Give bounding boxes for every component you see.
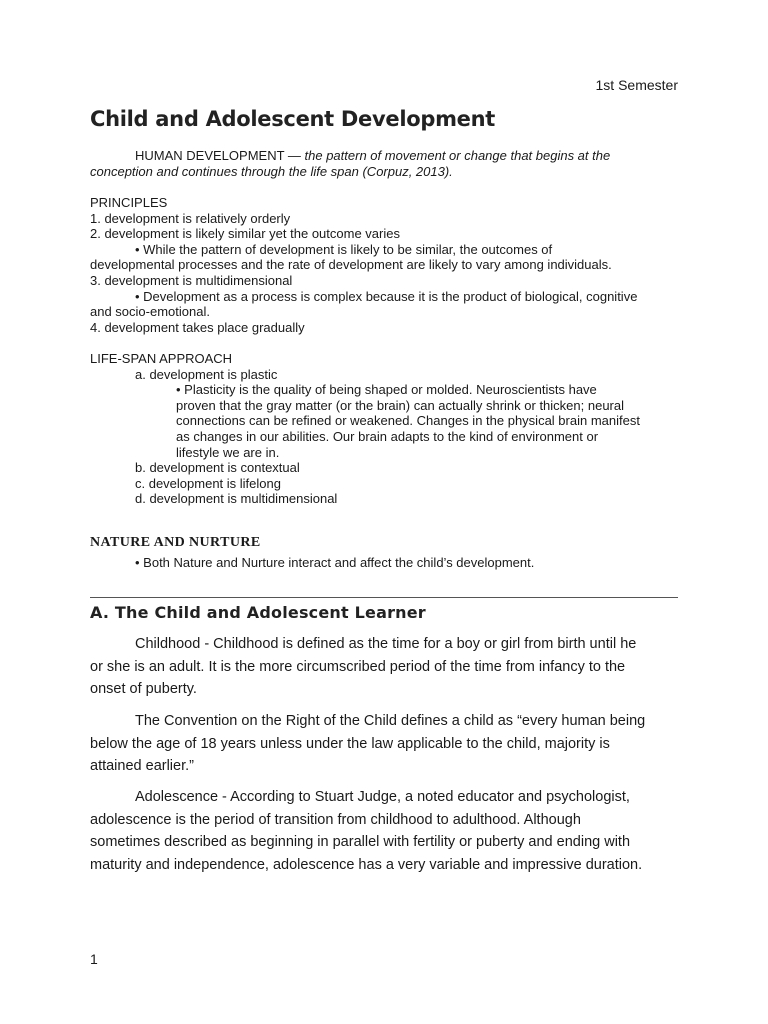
plasticity-note: • Plasticity is the quality of being shaped or molded. Neuroscientists have: [176, 382, 597, 398]
section-a-heading: A. The Child and Adolescent Learner: [90, 603, 426, 622]
principles-heading: PRINCIPLES: [90, 195, 168, 210]
plasticity-note: lifestyle we are in.: [176, 444, 280, 460]
principle-item: 4. development takes place gradually: [90, 319, 305, 335]
nature-nurture-heading: NATURE AND NURTURE: [90, 535, 261, 550]
definition-text-line2: conception and continues through the life span (Corpuz, 2013).: [90, 163, 453, 179]
adolescence-paragraph: [90, 786, 682, 876]
human-development-definition: [90, 148, 680, 179]
paragraph-line: The Convention on the Right of the Child defines a child as “every human being: [135, 713, 646, 729]
principle-item: 3. development is multidimensional: [90, 272, 293, 288]
lifespan-item-c: c. development is lifelong: [135, 475, 281, 491]
lifespan-item-d: d. development is multidimensional: [135, 491, 338, 507]
principle-note: • While the pattern of development is likely to be similar, the outcomes of: [135, 241, 553, 257]
principle-note-cont: developmental processes and the rate of development are likely to vary among individuals.: [90, 257, 612, 273]
paragraph-line: Childhood - Childhood is defined as the time for a boy or girl from birth until he: [135, 636, 637, 652]
paragraph-line: onset of puberty.: [90, 681, 197, 697]
paragraph-line: maturity and independence, adolescence has a very variable and impressive duration.: [90, 856, 643, 873]
lifespan-item-a: a. development is plastic: [135, 366, 278, 382]
definition-text-line1: the pattern of movement or change that begins at the: [304, 148, 611, 163]
lifespan-item-b: b. development is contextual: [135, 460, 300, 476]
nature-nurture-text: • Both Nature and Nurture interact and affect the child’s development.: [135, 555, 535, 570]
definition-term: HUMAN DEVELOPMENT —: [135, 148, 305, 163]
lifespan-heading: LIFE-SPAN APPROACH: [90, 351, 233, 366]
paragraph-line: below the age of 18 years unless under the law applicable to the child, majority is: [90, 735, 610, 752]
plasticity-note: as changes in our abilities. Our brain adapts to the kind of environment or: [176, 428, 599, 444]
childhood-paragraph: [90, 633, 682, 701]
paragraph-line: or she is an adult. It is the more circumscribed period of the time from infancy to the: [90, 658, 626, 675]
paragraph-line: attained earlier.”: [90, 758, 194, 774]
page-number: 1: [90, 951, 98, 967]
principle-note-cont: and socio-emotional.: [90, 304, 210, 320]
paragraph-line: sometimes described as beginning in parallel with fertility or puberty and ending with: [90, 834, 631, 850]
section-divider: [90, 597, 678, 598]
page-title: Child and Adolescent Development: [90, 107, 495, 131]
convention-paragraph: [90, 710, 682, 778]
principle-note: • Development as a process is complex because it is the product of biological, cognitive: [135, 288, 638, 304]
plasticity-note: connections can be refined or weakened. Changes in the physical brain manifest: [176, 413, 640, 429]
principle-item: 2. development is likely similar yet the outcome varies: [90, 226, 400, 242]
principle-item: 1. development is relatively orderly: [90, 210, 291, 226]
paragraph-line: adolescence is the period of transition from childhood to adulthood. Although: [90, 811, 581, 828]
lifespan-section: [90, 351, 682, 507]
paragraph-line: Adolescence - According to Stuart Judge, a noted educator and psychologist,: [135, 789, 630, 805]
principles-section: [90, 195, 682, 335]
semester-label: 1st Semester: [595, 77, 678, 93]
plasticity-note: proven that the gray matter (or the brain) can actually shrink or thicken; neural: [176, 397, 624, 413]
